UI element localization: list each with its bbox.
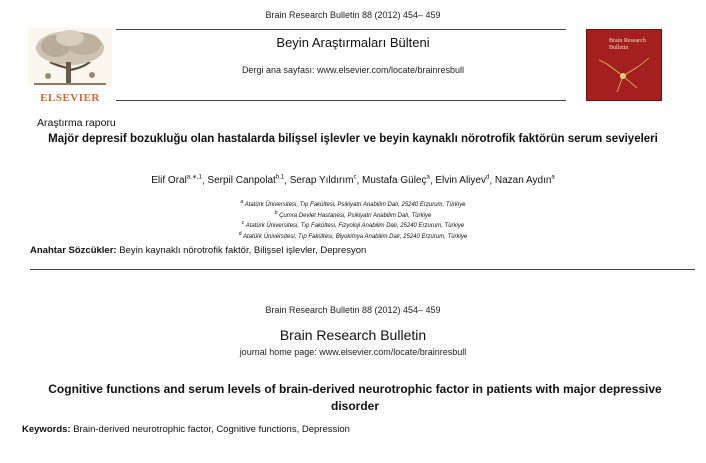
en-article-title: Cognitive functions and serum levels of brain-derived neurotrophic factor in patients with major depressive disorder <box>48 382 662 413</box>
elsevier-wordmark: ELSEVIER <box>40 92 100 104</box>
cover-title: Brain Research Bulletin <box>609 38 646 51</box>
en-citation: Brain Research Bulletin 88 (2012) 454– 459 <box>265 305 441 315</box>
tr-keywords-text: Beyin kaynaklı nörotrofik faktör, Bilişsel işlevler, Depresyon <box>119 245 367 256</box>
en-journal-title: Brain Research Bulletin <box>279 327 427 343</box>
en-keywords-text: Brain-derived neurotrophic factor, Cognitive functions, Depression <box>73 424 350 435</box>
tr-article-type: Araştırma raporu <box>37 117 116 129</box>
author: Serpil Canpolat$^{b,1}$ <box>207 175 285 187</box>
tr-authors: Elif Oral$^{a,∗,1}$, Serpil Canpolat$^{b,1}$, Serap Yıldırım$^c$, Mustafa Güleç$^a$, Elvin Aliyev$^d$, Nazan Aydın$^a$ <box>151 175 555 187</box>
tr-homepage: Dergi ana sayfası: www.elsevier.com/locate/brainresbull <box>241 65 465 75</box>
tr-keywords <box>30 245 366 256</box>
section-divider <box>30 269 695 270</box>
author: Elvin Aliyev$^d$ <box>435 175 490 187</box>
tr-affiliations <box>0 199 706 241</box>
affiliation: $^c$ Atatürk Üniversitesi, Tıp Fakültesi, Fizyoloji Anabilim Dalı, 25240 Erzurum, Türkiye <box>241 220 465 229</box>
header-rule <box>116 29 566 30</box>
header-bottom-rule <box>116 100 566 101</box>
author: Elif Oral$^{a,∗,1}$ <box>151 175 202 187</box>
en-homepage: journal home page: www.elsevier.com/locate/brainresbull <box>239 347 467 357</box>
affiliation: $^a$ Atatürk Üniversitesi, Tıp Fakültesi, Psikiyatri Anabilim Dalı, 25240 Erzurum, Türkiye <box>240 199 466 208</box>
tr-journal-title: Beyin Araştırmaları Bülteni <box>276 35 430 50</box>
neuron-icon <box>587 30 661 100</box>
author: Nazan Aydın$^a$ <box>494 175 555 187</box>
tr-citation: Brain Research Bulletin 88 (2012) 454– 459 <box>265 10 441 20</box>
author: Mustafa Güleç$^a$ <box>362 175 430 187</box>
en-keywords <box>22 424 350 435</box>
tr-article-title: Majör depresif bozukluğu olan hastalarda bilişsel işlevler ve beyin kaynaklı nörotrofik faktörün serum seviyeleri <box>48 133 658 145</box>
affiliation: $^b$ Çumra Devlet Hastanesi, Psikiyatri Anabilim Dalı, Türkiye <box>274 209 432 219</box>
author: Serap Yıldırım$^c$ <box>289 175 357 187</box>
journal-cover <box>586 29 662 101</box>
affiliation: $^d$ Atatürk Üniversitesi, Tıp Fakültesi, Biyokimya Anabilim Dalı, 25240 Erzurum, Türkiye <box>238 230 468 240</box>
tr-keywords-label: Anahtar Sözcükler: <box>30 245 117 256</box>
en-keywords-label: Keywords: <box>22 424 71 435</box>
